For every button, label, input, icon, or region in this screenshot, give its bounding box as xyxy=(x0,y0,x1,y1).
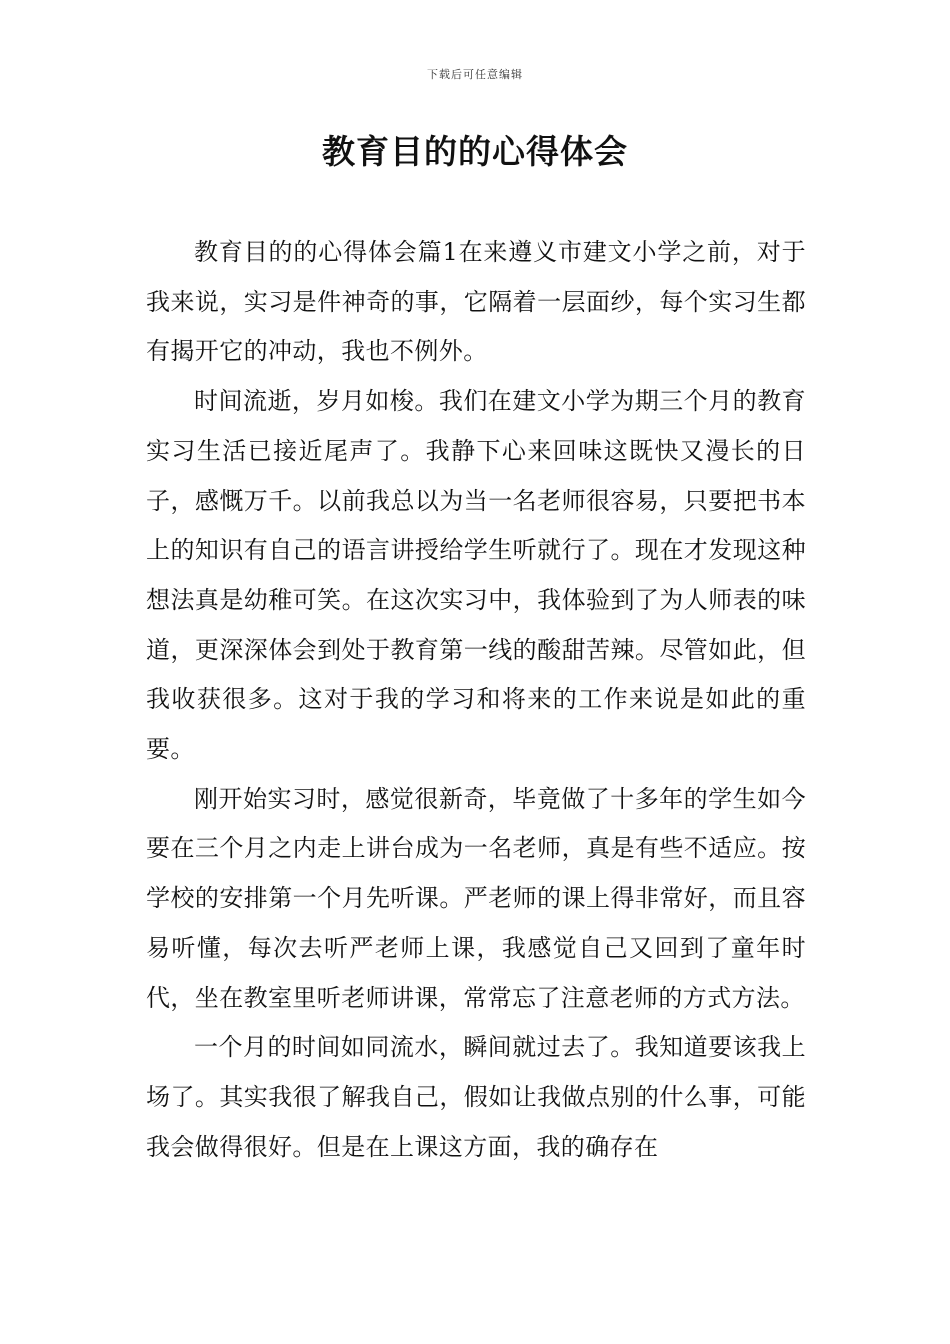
paragraph: 时间流逝，岁月如梭。我们在建文小学为期三个月的教育实习生活已接近尾声了。我静下心来回味这既快又漫长的日子，感慨万千。以前我总以为当一名老师很容易，只要把书本上的知识有自己的语言讲授给学生听就行了。现在才发现这种想法真是幼稚可笑。在这次实习中，我体验到了为人师表的味道，更深深体会到处于教育第一线的酸甜苦辣。尽管如此，但我收获很多。这对于我的学习和将来的工作来说是如此的重要。 xyxy=(146,387,806,764)
document-title: 教育目的的心得体会 xyxy=(322,132,628,171)
header-note: 下载后可任意编辑 xyxy=(427,68,523,81)
paragraph: 一个月的时间如同流水，瞬间就过去了。我知道要该我上场了。其实我很了解我自己，假如让我做点别的什么事，可能我会做得很好。但是在上课这方面，我的确存在 xyxy=(146,1033,806,1161)
paragraph: 教育目的的心得体会篇1在来遵义市建文小学之前，对于我来说，实习是件神奇的事，它隔着一层面纱，每个实习生都有揭开它的冲动，我也不例外。 xyxy=(146,238,806,366)
document-body xyxy=(146,228,806,1172)
paragraph: 刚开始实习时，感觉很新奇，毕竟做了十多年的学生如今要在三个月之内走上讲台成为一名老师，真是有些不适应。按学校的安排第一个月先听课。严老师的课上得非常好，而且容易听懂，每次去听严老师上课，我感觉自己又回到了童年时代，坐在教室里听老师讲课，常常忘了注意老师的方式方法。 xyxy=(146,784,806,1012)
